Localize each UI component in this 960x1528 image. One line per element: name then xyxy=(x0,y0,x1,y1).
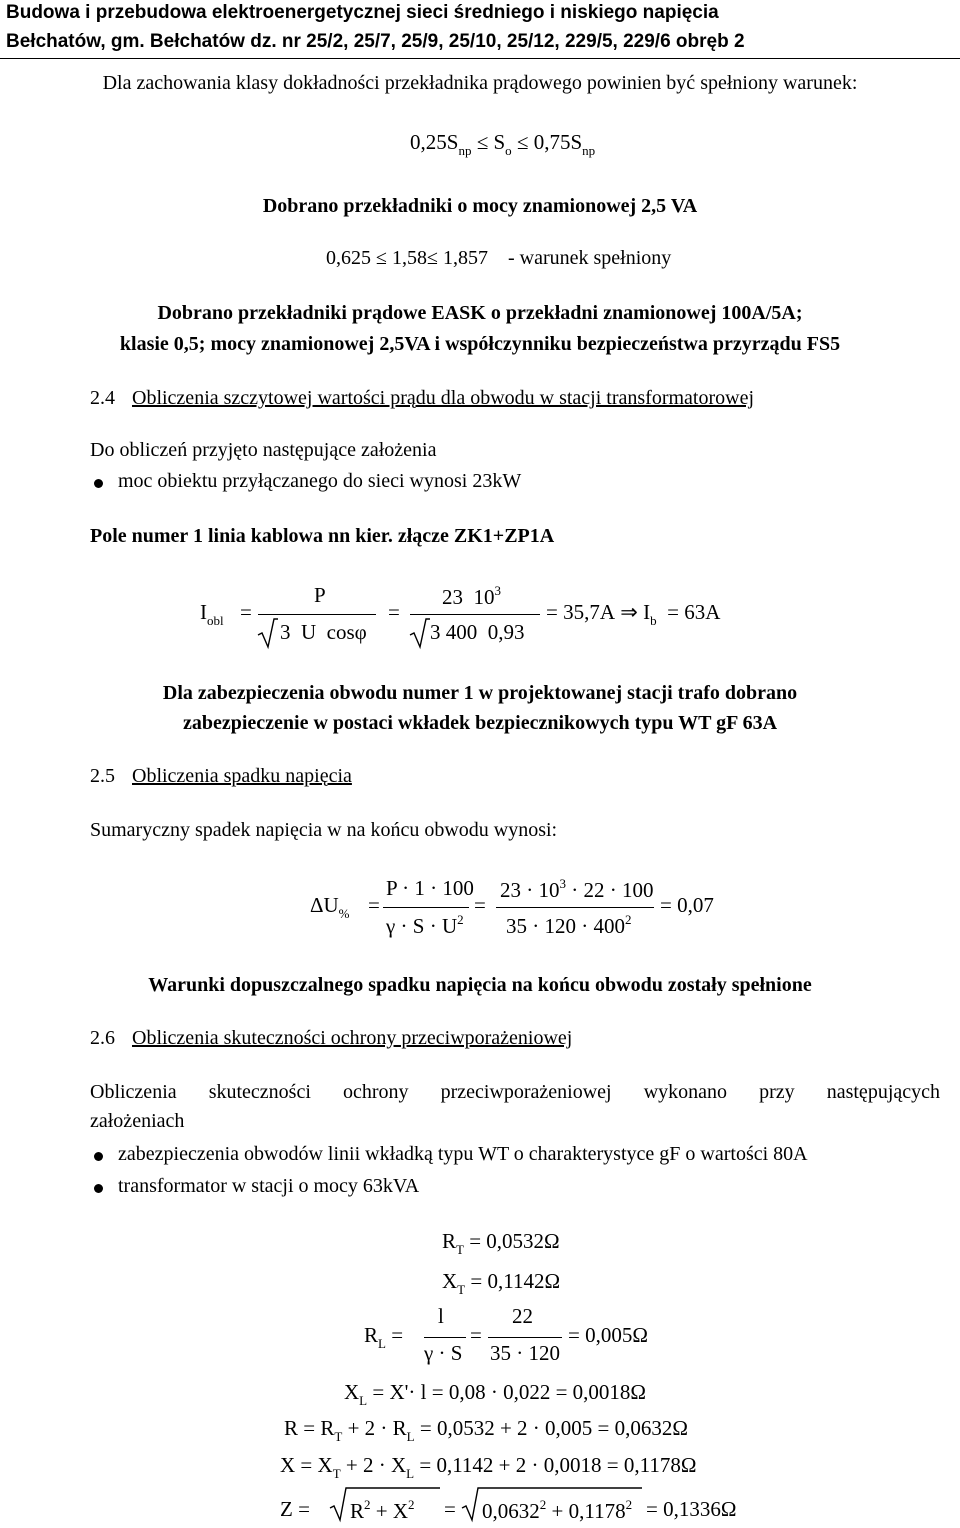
section-title-2-5: Obliczenia spadku napięcia xyxy=(132,765,352,787)
bullet-fuse: zabezpieczenia obwodów linii wkładką typu WT o charakterystyce gF o wartości 80A xyxy=(118,1143,808,1165)
formula-xl: $X_L = X'\cdot l = 0,08 \cdot 0,022 = 0,0018\Omega$ xyxy=(344,1380,647,1408)
sqrt-icon xyxy=(410,617,430,649)
header-divider xyxy=(0,58,960,59)
paragraph-transformer-power: Dobrano przekładniki o mocy znamionowej 2,5 VA xyxy=(262,195,698,217)
header-line-1: Budowa i przebudowa elektroenergetycznej sieci średniego i niskiego napięcia xyxy=(6,2,719,23)
section-title-2-4: Obliczenia szczytowej wartości prądu dla obwodu w stacji transformatorowej xyxy=(132,387,755,409)
formula-condition-check: 0,625 ≤ 1,58≤ 1,857 - warunek spełniony xyxy=(326,247,672,269)
bullet-icon xyxy=(94,1152,103,1161)
bullet-object-power: moc obiektu przyłączanego do sieci wynosi 23kW xyxy=(118,470,522,492)
formula-accuracy-condition: $0,25S_{np} \le S_o \le 0,75S_{np}$ xyxy=(410,130,596,158)
paragraph-conditions-met: Warunki dopuszczalnego spadku napięcia na końcu obwodu zostały spełnione xyxy=(148,974,812,996)
paragraph-selected-transformers-1: Dobrano przekładniki prądowe EASK o przekładni znamionowej 100A/5A; xyxy=(157,302,803,324)
paragraph-selected-transformers-2: klasie 0,5; mocy znamionowej 2,5VA i współczynniku bezpieczeństwa przyrządu FS5 xyxy=(119,333,841,355)
paragraph-voltage-drop: Sumaryczny spadek napięcia w na końcu obwodu wynosi: xyxy=(90,819,558,841)
paragraph-field-number: Pole numer 1 linia kablowa nn kier. złącze ZK1+ZP1A xyxy=(90,525,555,547)
formula-x: $X = X_T + 2 \cdot X_L = 0,1142 + 2 \cdot 0,0018 = 0,1178\Omega$ xyxy=(280,1453,697,1481)
bullet-icon xyxy=(94,479,103,488)
paragraph-protection-effectiveness-2: założeniach xyxy=(90,1110,185,1132)
section-number-2-4: 2.4 xyxy=(90,387,115,409)
paragraph-protection-effectiveness-1: Obliczenia skuteczności ochrony przeciwporażeniowej wykonano przy następujących xyxy=(90,1081,940,1103)
bullet-transformer: transformator w stacji o mocy 63kVA xyxy=(118,1175,420,1197)
sqrt-icon xyxy=(258,617,278,649)
formula-xt: $X_T = 0,1142\Omega$ xyxy=(442,1269,561,1297)
paragraph-protection-1: Dla zabezpieczenia obwodu numer 1 w projektowanej stacji trafo dobrano xyxy=(162,682,798,704)
paragraph-accuracy-condition: Dla zachowania klasy dokładności przekładnika prądowego powinien być spełniony warunek: xyxy=(102,72,858,94)
paragraph-protection-2: zabezpieczenie w postaci wkładek bezpiecznikowych typu WT gF 63A xyxy=(182,712,778,734)
section-title-2-6: Obliczenia skuteczności ochrony przeciwporażeniowej xyxy=(132,1027,573,1049)
formula-r: $R = R_T + 2 \cdot R_L = 0,0532 + 2 \cdot 0,005 = 0,0632\Omega$ xyxy=(284,1416,688,1444)
section-number-2-6: 2.6 xyxy=(90,1027,115,1049)
formula-rt: $R_T = 0,0532\Omega$ xyxy=(442,1229,560,1257)
paragraph-assumptions: Do obliczeń przyjęto następujące założenia xyxy=(90,439,437,461)
header-line-2: Bełchatów, gm. Bełchatów dz. nr 25/2, 25/7, 25/9, 25/10, 25/12, 229/5, 229/6 obręb 2 xyxy=(6,31,745,52)
bullet-icon xyxy=(94,1184,103,1193)
section-number-2-5: 2.5 xyxy=(90,765,115,787)
